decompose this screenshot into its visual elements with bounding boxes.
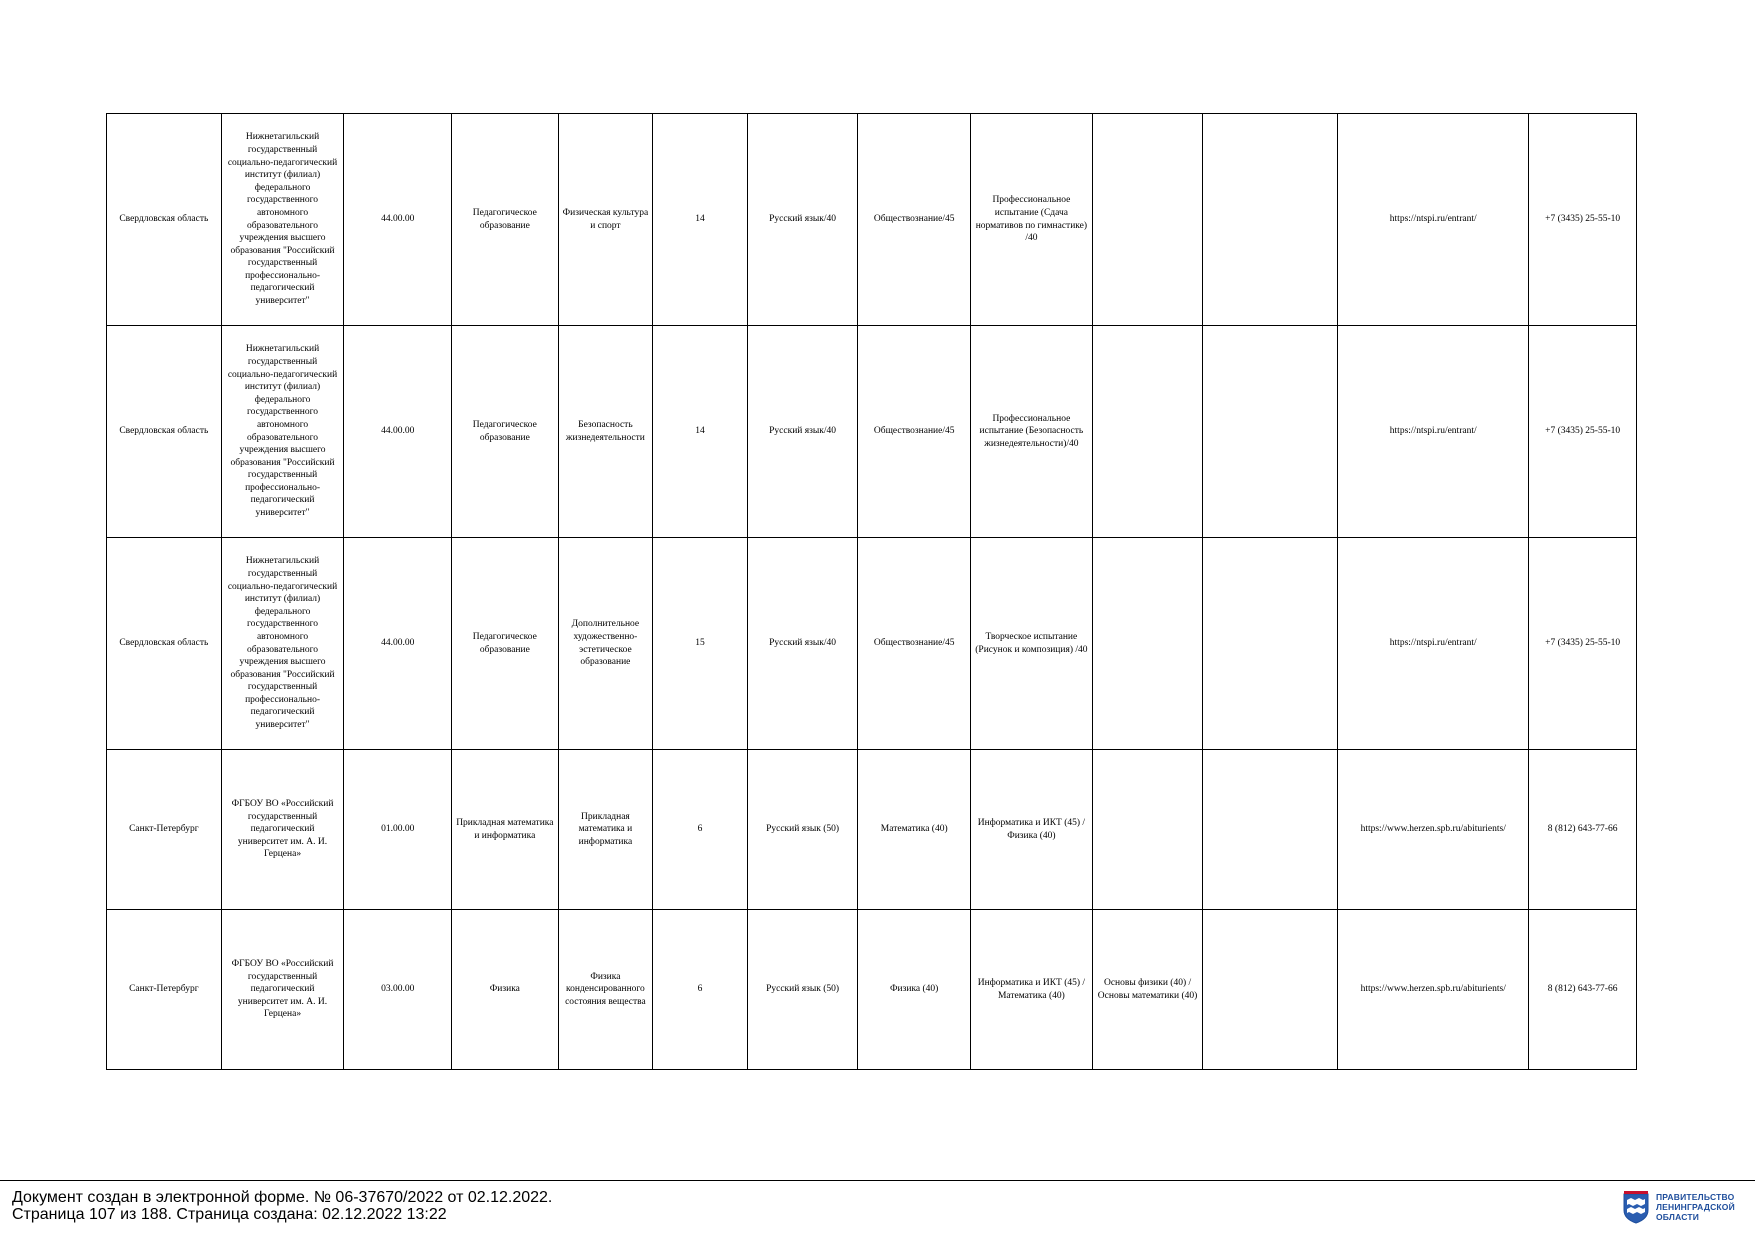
cell-region: Санкт-Петербург — [107, 910, 222, 1070]
cell-exam-4 — [1092, 114, 1203, 326]
cell-website: https://www.herzen.spb.ru/abiturients/ — [1338, 910, 1529, 1070]
cell-places: 6 — [653, 750, 748, 910]
cell-direction: Прикладная математика и информатика — [452, 750, 559, 910]
cell-exam-3: Информатика и ИКТ (45) / Математика (40) — [971, 910, 1093, 1070]
cell-region: Свердловская область — [107, 326, 222, 538]
cell-exam-3: Профессиональное испытание (Сдача нормативов по гимнастике) /40 — [971, 114, 1093, 326]
cell-extra — [1203, 750, 1338, 910]
cell-exam-1: Русский язык/40 — [747, 538, 858, 750]
admissions-table — [106, 113, 1637, 1070]
cell-exam-1: Русский язык/40 — [747, 326, 858, 538]
cell-region: Санкт-Петербург — [107, 750, 222, 910]
cell-extra — [1203, 910, 1338, 1070]
footer-divider — [0, 1180, 1755, 1181]
cell-profile: Физика конденсированного состояния вещества — [558, 910, 653, 1070]
cell-exam-3: Творческое испытание (Рисунок и композиция) /40 — [971, 538, 1093, 750]
cell-direction: Педагогическое образование — [452, 326, 559, 538]
cell-direction: Педагогическое образование — [452, 538, 559, 750]
table-row — [107, 538, 1637, 750]
cell-exam-2: Физика (40) — [858, 910, 971, 1070]
cell-website: https://ntspi.ru/entrant/ — [1338, 538, 1529, 750]
cell-exam-1: Русский язык (50) — [747, 750, 858, 910]
table-row — [107, 326, 1637, 538]
cell-phone: +7 (3435) 25-55-10 — [1529, 326, 1637, 538]
cell-extra — [1203, 326, 1338, 538]
cell-code: 44.00.00 — [344, 538, 452, 750]
cell-phone: +7 (3435) 25-55-10 — [1529, 538, 1637, 750]
cell-code: 01.00.00 — [344, 750, 452, 910]
logo-line-2: ЛЕНИНГРАДСКОЙ — [1656, 1202, 1735, 1212]
cell-direction: Педагогическое образование — [452, 114, 559, 326]
table-row — [107, 114, 1637, 326]
cell-exam-4 — [1092, 326, 1203, 538]
cell-institution: Нижнетагильский государственный социально-педагогический институт (филиал) федерального государственного автономного образовательного учреждения высшего образования "Российский государственный профессионально-педагогический университет" — [221, 538, 344, 750]
cell-extra — [1203, 538, 1338, 750]
logo-caption — [1656, 1192, 1735, 1222]
table-row — [107, 750, 1637, 910]
logo-line-1: ПРАВИТЕЛЬСТВО — [1656, 1192, 1735, 1202]
cell-exam-2: Обществознание/45 — [858, 326, 971, 538]
logo-line-3: ОБЛАСТИ — [1656, 1212, 1700, 1222]
cell-exam-1: Русский язык (50) — [747, 910, 858, 1070]
government-logo — [1622, 1190, 1735, 1224]
cell-phone: 8 (812) 643-77-66 — [1529, 750, 1637, 910]
coat-of-arms-icon — [1622, 1190, 1650, 1224]
cell-places: 15 — [653, 538, 748, 750]
cell-profile: Безопасность жизнедеятельности — [558, 326, 653, 538]
cell-website: https://ntspi.ru/entrant/ — [1338, 326, 1529, 538]
cell-exam-4: Основы физики (40) / Основы математики (40) — [1092, 910, 1203, 1070]
cell-exam-2: Обществознание/45 — [858, 538, 971, 750]
cell-places: 6 — [653, 910, 748, 1070]
cell-institution: ФГБОУ ВО «Российский государственный педагогический университет им. А. И. Герцена» — [221, 910, 344, 1070]
cell-extra — [1203, 114, 1338, 326]
footer-page-info: Страница 107 из 188. Страница создана: 02.12.2022 13:22 — [12, 1206, 447, 1223]
cell-website: https://ntspi.ru/entrant/ — [1338, 114, 1529, 326]
table-body — [107, 114, 1637, 1070]
cell-phone: 8 (812) 643-77-66 — [1529, 910, 1637, 1070]
cell-code: 44.00.00 — [344, 326, 452, 538]
cell-institution: Нижнетагильский государственный социально-педагогический институт (филиал) федерального государственного автономного образовательного учреждения высшего образования "Российский государственный профессионально-педагогический университет" — [221, 114, 344, 326]
cell-institution: Нижнетагильский государственный социально-педагогический институт (филиал) федерального государственного автономного образовательного учреждения высшего образования "Российский государственный профессионально-педагогический университет" — [221, 326, 344, 538]
cell-website: https://www.herzen.spb.ru/abiturients/ — [1338, 750, 1529, 910]
cell-exam-2: Обществознание/45 — [858, 114, 971, 326]
cell-region: Свердловская область — [107, 538, 222, 750]
cell-exam-3: Профессиональное испытание (Безопасность жизнедеятельности)/40 — [971, 326, 1093, 538]
cell-profile: Прикладная математика и информатика — [558, 750, 653, 910]
cell-direction: Физика — [452, 910, 559, 1070]
cell-exam-4 — [1092, 538, 1203, 750]
cell-exam-2: Математика (40) — [858, 750, 971, 910]
footer-document-info: Документ создан в электронной форме. № 06-37670/2022 от 02.12.2022. — [12, 1189, 553, 1206]
cell-exam-4 — [1092, 750, 1203, 910]
cell-region: Свердловская область — [107, 114, 222, 326]
document-footer — [12, 1189, 552, 1223]
admissions-table-wrapper — [106, 113, 1637, 1070]
cell-profile: Дополнительное художественно-эстетическое образование — [558, 538, 653, 750]
cell-exam-3: Информатика и ИКТ (45) / Физика (40) — [971, 750, 1093, 910]
cell-institution: ФГБОУ ВО «Российский государственный педагогический университет им. А. И. Герцена» — [221, 750, 344, 910]
cell-phone: +7 (3435) 25-55-10 — [1529, 114, 1637, 326]
cell-code: 44.00.00 — [344, 114, 452, 326]
table-row — [107, 910, 1637, 1070]
cell-places: 14 — [653, 114, 748, 326]
cell-places: 14 — [653, 326, 748, 538]
cell-profile: Физическая культура и спорт — [558, 114, 653, 326]
cell-code: 03.00.00 — [344, 910, 452, 1070]
cell-exam-1: Русский язык/40 — [747, 114, 858, 326]
